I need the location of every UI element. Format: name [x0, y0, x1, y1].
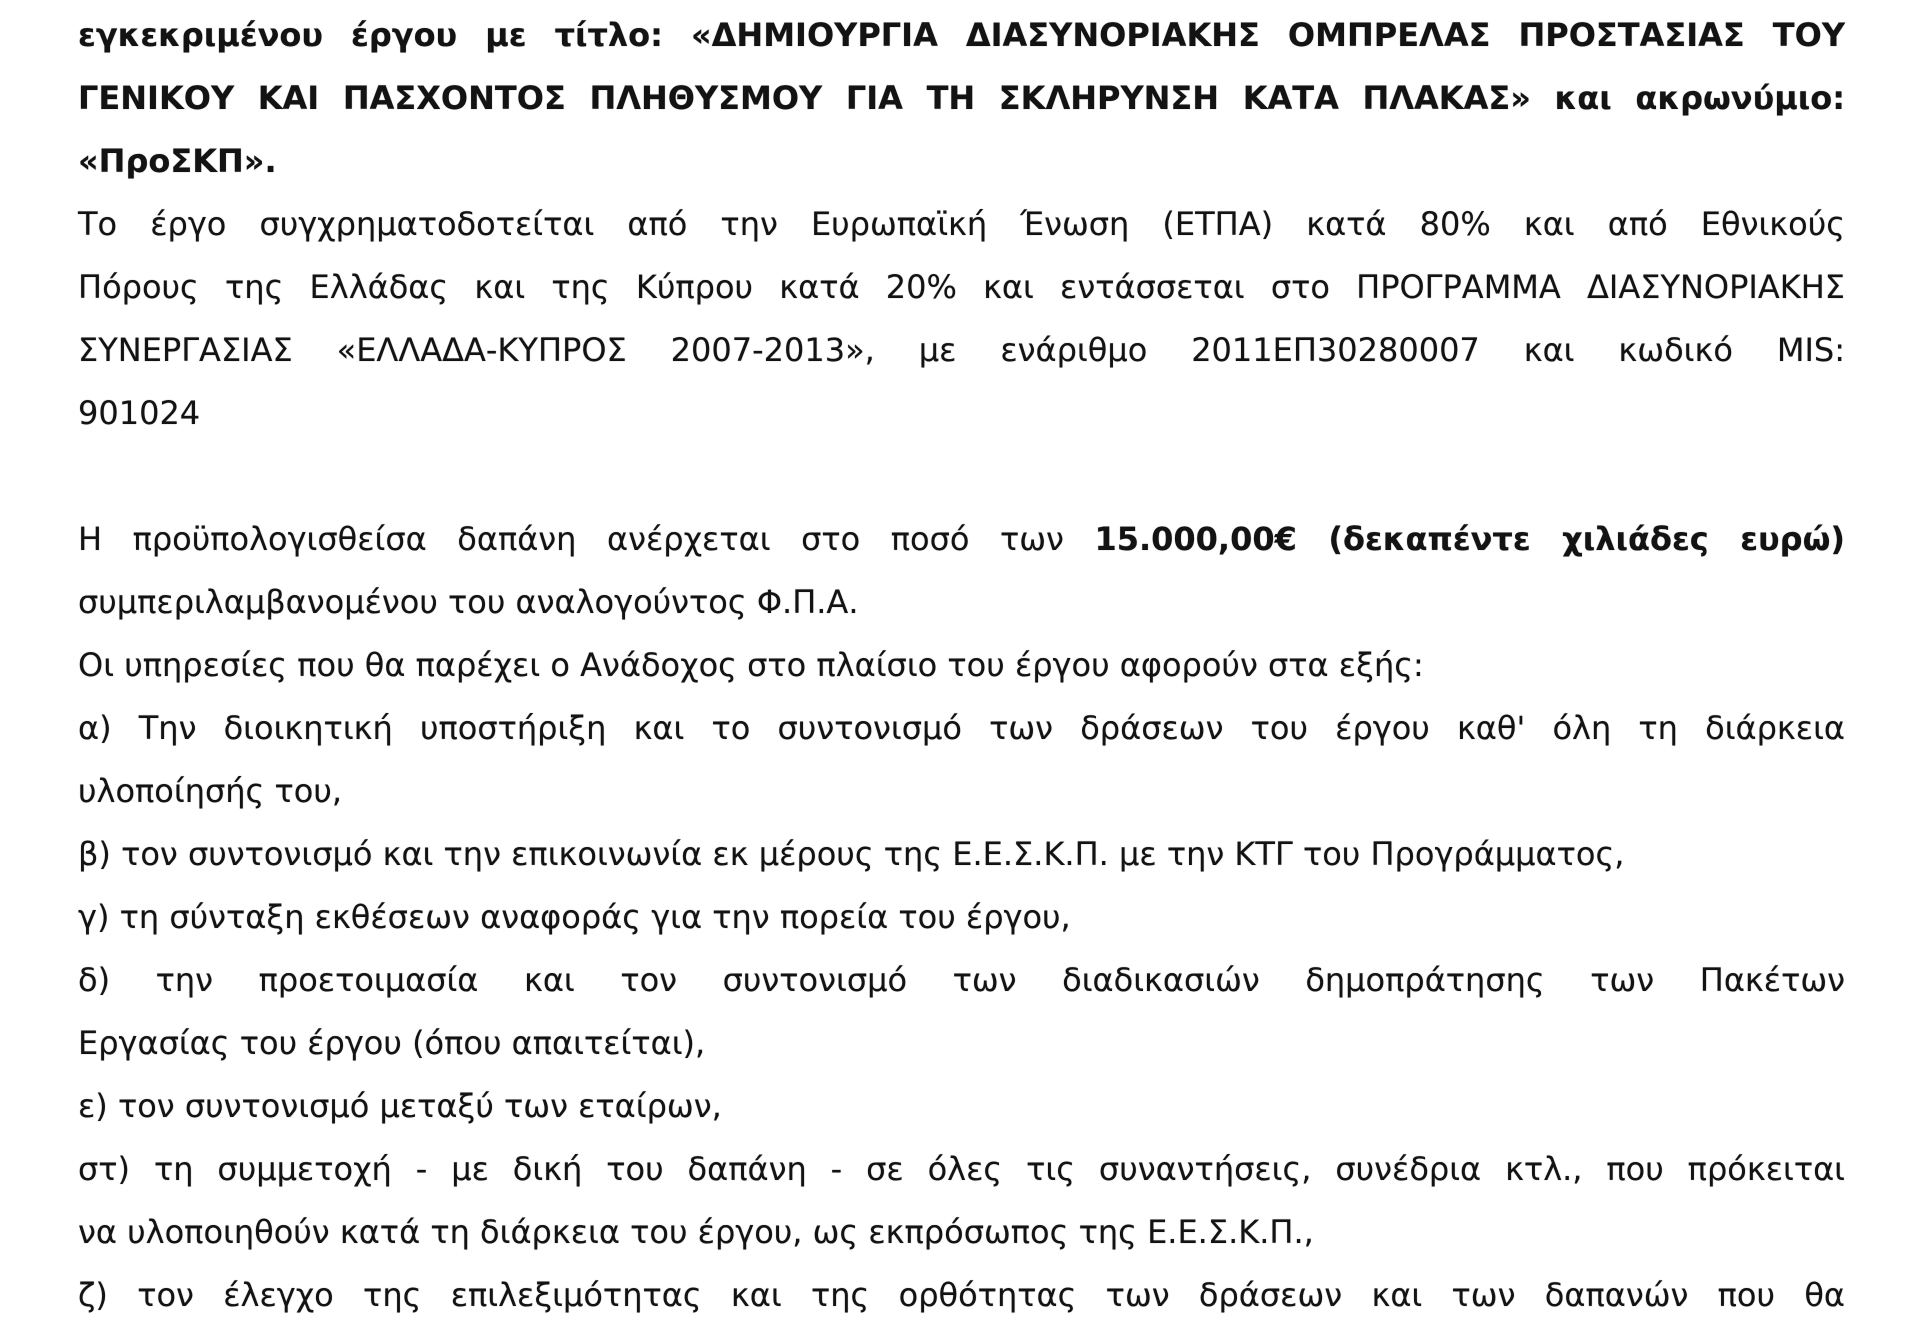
- text-run: στ) τη συμμετοχή - με δική του δαπάνη - σε όλες τις συναντήσεις, συνέδρια κτλ., που πρόκειται: [78, 1150, 1845, 1188]
- line-title-2: [78, 67, 1845, 130]
- text-run: β) τον συντονισμό και την επικοινωνία εκ μέρους της Ε.Ε.Σ.Κ.Π. με την ΚΤΓ του Προγράμματος,: [78, 835, 1625, 873]
- text-run-bold: 15.000,00€ (δεκαπέντε χιλιάδες ευρώ): [1094, 520, 1846, 558]
- text-run: Το έργο συγχρηματοδοτείται από την Ευρωπαϊκή Ένωση (ΕΤΠΑ) κατά 80% και από Εθνικούς: [78, 205, 1845, 243]
- line-item-c: [78, 886, 1845, 949]
- line-funding-4: [78, 382, 1845, 445]
- line-title-3: [78, 130, 1845, 193]
- line-item-d-2: [78, 1012, 1845, 1075]
- line-item-st-1: [78, 1138, 1845, 1201]
- line-item-b: [78, 823, 1845, 886]
- line-services-intro: [78, 634, 1845, 697]
- line-item-e: [78, 1075, 1845, 1138]
- line-funding-3: [78, 319, 1845, 382]
- line-funding-2: [78, 256, 1845, 319]
- line-item-a-2: [78, 760, 1845, 823]
- line-item-st-2: [78, 1201, 1845, 1264]
- text-run: Η προϋπολογισθείσα δαπάνη ανέρχεται στο ποσό των: [78, 520, 1095, 558]
- line-blank: [78, 445, 1845, 508]
- line-title-1: [78, 4, 1845, 67]
- text-run-bold: «ΠροΣΚΠ».: [78, 142, 277, 180]
- line-item-z-cutoff: [78, 1264, 1845, 1327]
- text-run: ε) τον συντονισμό μεταξύ των εταίρων,: [78, 1087, 722, 1125]
- text-run: Οι υπηρεσίες που θα παρέχει ο Ανάδοχος στο πλαίσιο του έργου αφορούν στα εξής:: [78, 646, 1424, 684]
- text-run: υλοποίησής του,: [78, 772, 343, 810]
- line-budget-2: [78, 571, 1845, 634]
- line-budget-1: [78, 508, 1845, 571]
- text-run-bold: ΓΕΝΙΚΟΥ ΚΑΙ ΠΑΣΧΟΝΤΟΣ ΠΛΗΘΥΣΜΟΥ ΓΙΑ ΤΗ ΣΚΛΗΡΥΝΣΗ ΚΑΤΑ ΠΛΑΚΑΣ» και ακρωνύμιο:: [78, 79, 1845, 117]
- text-run: γ) τη σύνταξη εκθέσεων αναφοράς για την πορεία του έργου,: [78, 898, 1071, 936]
- text-run: Εργασίας του έργου (όπου απαιτείται),: [78, 1024, 706, 1062]
- line-funding-1: [78, 193, 1845, 256]
- text-run: συμπεριλαμβανομένου του αναλογούντος Φ.Π.Α.: [78, 583, 859, 621]
- text-run: Πόρους της Ελλάδας και της Κύπρου κατά 20% και εντάσσεται στο ΠΡΟΓΡΑΜΜΑ ΔΙΑΣΥΝΟΡΙΑΚΗΣ: [78, 268, 1845, 306]
- line-item-d-1: [78, 949, 1845, 1012]
- text-run-bold: εγκεκριμένου έργου με τίτλο: «ΔΗΜΙΟΥΡΓΙΑ ΔΙΑΣΥΝΟΡΙΑΚΗΣ ΟΜΠΡΕΛΑΣ ΠΡΟΣΤΑΣΙΑΣ ΤΟΥ: [78, 16, 1845, 54]
- text-run: 901024: [78, 394, 201, 432]
- line-item-a-1: [78, 697, 1845, 760]
- text-run: α) Την διοικητική υποστήριξη και το συντονισμό των δράσεων του έργου καθ' όλη τη διάρκεια: [78, 709, 1845, 747]
- text-run: ΣΥΝΕΡΓΑΣΙΑΣ «ΕΛΛΑΔΑ-ΚΥΠΡΟΣ 2007-2013», με ενάριθμο 2011ΕΠ30280007 και κωδικό MIS:: [78, 331, 1845, 369]
- text-run: ζ) τον έλεγχο της επιλεξιμότητας και της ορθότητας των δράσεων και των δαπανών που θα: [78, 1276, 1845, 1314]
- text-run: να υλοποιηθούν κατά τη διάρκεια του έργου, ως εκπρόσωπος της Ε.Ε.Σ.Κ.Π.,: [78, 1213, 1314, 1251]
- text-run: δ) την προετοιμασία και τον συντονισμό των διαδικασιών δημοπράτησης των Πακέτων: [78, 961, 1845, 999]
- document-body: [78, 4, 1845, 1327]
